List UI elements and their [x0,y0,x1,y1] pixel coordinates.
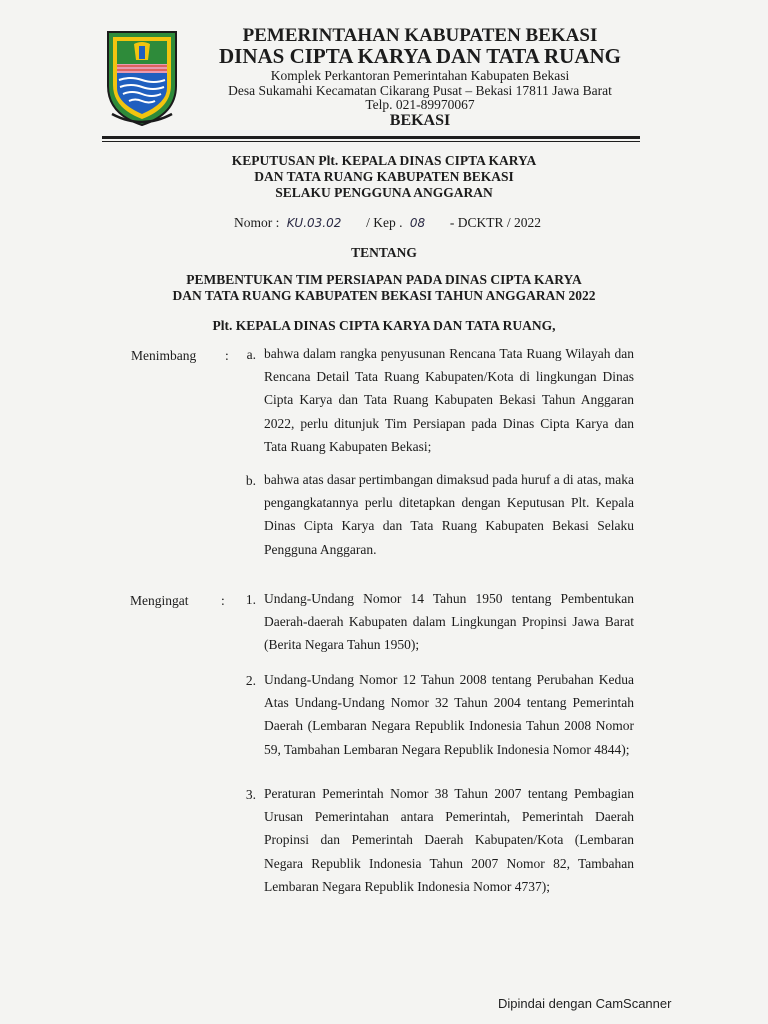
number-suffix: - DCKTR / 2022 [449,215,542,230]
menimbang-label: Menimbang [131,348,197,363]
number-prefix: Nomor : [234,215,280,230]
menimbang-item-a: bahwa dalam rangka penyusunan Rencana Tata Ruang Wilayah dan Rencana Detail Tata Ruang Kabupaten/Kota di lingkungan Dinas Cipta Karya dan Tata Ruang Kabupaten Bekasi Tahun Anggaran 2022, perlu ditunjuk Tim Persiapan pada Dinas Cipta Karya dan Tata Ruang Kabupaten Bekasi; [264,346,634,454]
menimbang-marker-a: a. [246,347,256,362]
letterhead-phone: Telp. 021-89970067 [365,97,475,112]
authority-line: Plt. KEPALA DINAS CIPTA KARYA DAN TATA RUANG, [212,318,556,333]
mengingat-item-3: Peraturan Pemerintah Nomor 38 Tahun 2007 tentang Pembagian Urusan Pemerintahan antara Pemerintah, Pemerintah Daerah Propinsi dan Pemerintah Daerah Kabupaten/Kota (Lembaran Negara Republik Indonesia Tahun 2007 Nomor 82, Tambahan Lembaran Negara Republik Indonesia Nomor 4737); [264,786,634,894]
mengingat-colon: : [221,593,225,608]
subject-line2: DAN TATA RUANG KABUPATEN BEKASI TAHUN ANGGARAN 2022 [172,288,596,303]
decision-title-line2: DAN TATA RUANG KABUPATEN BEKASI [254,169,514,184]
letterhead-address-line2: Desa Sukamahi Kecamatan Cikarang Pusat – Bekasi 17811 Jawa Barat [228,83,612,98]
letterhead-government: PEMERINTAHAN KABUPATEN BEKASI [242,25,598,46]
letterhead-address-line1: Komplek Perkantoran Pemerintahan Kabupaten Bekasi [270,68,570,83]
menimbang-item-b: bahwa atas dasar pertimbangan dimaksud pada huruf a di atas, maka pengangkatannya perlu ditetapkan dengan Keputusan Plt. Kepala Dinas Cipta Karya dan Tata Ruang Kabupaten Bekasi Selaku Pengguna Anggaran. [264,472,634,557]
number-mid: / Kep . [366,215,403,230]
mengingat-marker-2: 2. [245,673,256,688]
mengingat-marker-3: 3. [245,787,256,802]
decision-title-line3: SELAKU PENGGUNA ANGGARAN [275,185,493,200]
number-code-handwritten: KU.03.02 [286,216,342,230]
letterhead-city: BEKASI [389,112,451,129]
number-seq-handwritten: 08 [409,216,426,230]
camscanner-watermark: Dipindai dengan CamScanner [498,996,672,1011]
letterhead-divider-thin [102,141,640,142]
mengingat-item-2: Undang-Undang Nomor 12 Tahun 2008 tentang Perubahan Kedua Atas Undang-Undang Nomor 32 Tahun 2004 tentang Pemerintah Daerah (Lembaran Negara Republik Indonesia Tahun 2008 Nomor 59, Tambahan Lembaran Negara Republik Indonesia Nomor 4844); [264,672,634,757]
letterhead-divider-thick [102,136,640,139]
about-label: TENTANG [351,245,417,260]
mengingat-item-1: Undang-Undang Nomor 14 Tahun 1950 tentang Pembentukan Daerah-daerah Kabupaten dalam Lingkungan Propinsi Jawa Barat (Berita Negara Tahun 1950); [264,591,634,653]
mengingat-marker-1: 1. [245,592,256,607]
bekasi-regency-logo [104,28,180,128]
decision-number [234,215,541,231]
menimbang-colon: : [225,348,229,363]
menimbang-marker-b: b. [245,473,256,488]
mengingat-label: Mengingat [130,593,189,608]
letterhead-department: DINAS CIPTA KARYA DAN TATA RUANG [218,44,621,68]
subject-line1: PEMBENTUKAN TIM PERSIAPAN PADA DINAS CIPTA KARYA [186,272,582,287]
decision-title-line1: KEPUTUSAN Plt. KEPALA DINAS CIPTA KARYA [231,153,537,168]
